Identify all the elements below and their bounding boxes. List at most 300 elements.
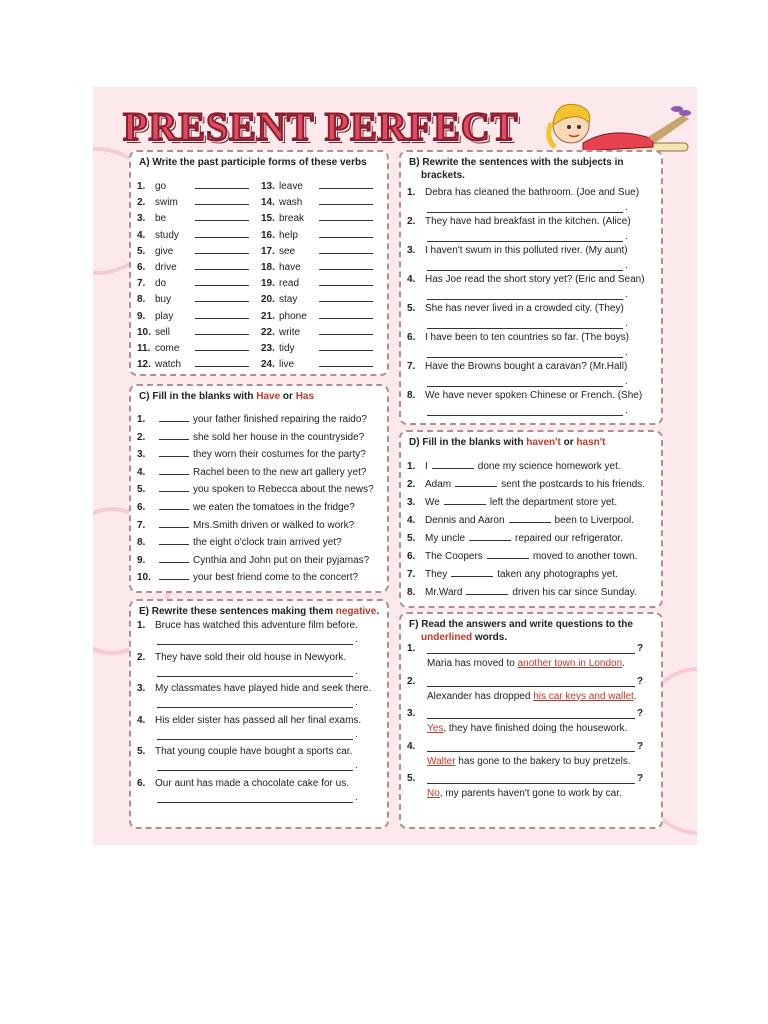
answer-line[interactable] <box>427 357 623 358</box>
item-number: 5. <box>137 245 146 257</box>
item-number: 6. <box>407 332 416 343</box>
item-number: 4. <box>137 229 146 241</box>
subject-text: We <box>425 497 440 508</box>
verb-item <box>261 196 373 208</box>
underlined-words: No <box>427 788 440 799</box>
item-number: 1. <box>137 181 146 192</box>
rewrite-item <box>137 747 381 757</box>
verb-item <box>137 212 249 224</box>
answer-blank[interactable] <box>195 326 249 335</box>
section-a-heading: A) Write the past participle forms of these verbs <box>139 157 367 168</box>
item-number: 3. <box>407 497 416 508</box>
sentence-text: we eaten the tomatoes in the fridge? <box>193 502 355 513</box>
sentence-text: Bruce has watched this adventure film before. <box>155 620 358 631</box>
sentence-text: left the department store yet. <box>489 497 618 508</box>
verb-word: swim <box>155 197 178 209</box>
item-number: 7. <box>407 569 416 580</box>
verb-word: play <box>155 310 174 322</box>
answer-blank[interactable] <box>319 180 373 189</box>
answer-line[interactable] <box>157 707 353 708</box>
item-number: 4. <box>407 274 416 285</box>
period-mark: . <box>625 260 628 271</box>
sentence-text: I have been to ten countries so far. (The boys) <box>425 332 630 343</box>
answer-blank[interactable] <box>159 483 189 492</box>
period-mark: . <box>625 202 628 213</box>
period-mark: . <box>625 405 628 416</box>
period-mark: . <box>355 760 358 771</box>
item-number: 16. <box>261 229 275 241</box>
verb-item <box>137 277 249 289</box>
item-number: 4. <box>407 515 416 526</box>
verb-item <box>261 342 373 354</box>
sentence-text: Debra has cleaned the bathroom. (Joe and Sue) <box>425 187 640 198</box>
answer-blank[interactable] <box>444 496 486 505</box>
item-number: 3. <box>407 708 416 719</box>
section-f-heading-end: words. <box>472 632 508 643</box>
sentence-text: We have never spoken Chinese or French. (She) <box>425 390 643 401</box>
answer-line[interactable] <box>157 739 353 740</box>
period-mark: . <box>625 318 628 329</box>
answer-blank[interactable] <box>159 554 189 563</box>
answer-sentence <box>427 692 655 702</box>
verb-word: come <box>155 343 180 354</box>
fill-item <box>137 483 381 495</box>
answer-blank[interactable] <box>159 536 189 545</box>
verb-item <box>261 326 373 338</box>
verb-word: leave <box>279 181 303 192</box>
item-number: 4. <box>137 714 146 726</box>
subject-text: I <box>425 461 428 472</box>
period-mark: . <box>355 634 358 645</box>
worksheet <box>93 87 697 845</box>
item-number: 1. <box>137 414 146 425</box>
fill-item <box>137 448 381 460</box>
item-number: 5. <box>407 303 416 314</box>
answer-blank[interactable] <box>159 501 189 510</box>
answer-text-post: has gone to the bakery to buy pretzels. <box>455 755 631 767</box>
verb-word: buy <box>155 294 172 306</box>
answer-blank[interactable] <box>319 245 373 254</box>
answer-blank[interactable] <box>319 277 373 286</box>
rewrite-item <box>137 684 381 694</box>
item-number: 22. <box>261 326 275 338</box>
answer-blank[interactable] <box>159 413 189 422</box>
section-d-heading-or: or <box>560 437 577 448</box>
verb-item <box>261 180 373 192</box>
answer-line[interactable] <box>427 241 623 242</box>
item-number: 2. <box>137 431 146 443</box>
answer-blank[interactable] <box>451 568 493 577</box>
fill-item <box>407 514 655 526</box>
section-c-heading-text: C) Fill in the blanks with <box>139 391 257 402</box>
verb-word: be <box>155 213 167 225</box>
item-number: 1. <box>407 461 416 472</box>
answer-line[interactable] <box>427 783 635 784</box>
answer-line[interactable] <box>427 686 635 687</box>
rewrite-item <box>137 653 381 663</box>
item-number: 19. <box>261 278 275 290</box>
sentence-text: They have had breakfast in the kitchen. (Alice) <box>425 216 631 227</box>
answer-line[interactable] <box>427 299 623 300</box>
verb-item <box>261 212 373 224</box>
item-number: 17. <box>261 245 275 257</box>
verb-item <box>137 310 249 322</box>
verb-word: read <box>279 278 300 290</box>
sentence-text: sent the postcards to his friends. <box>501 479 646 490</box>
sentence-text: She has never lived in a crowded city. (They) <box>425 303 624 314</box>
period-mark: . <box>625 347 628 358</box>
verb-item <box>261 358 373 370</box>
answer-blank[interactable] <box>455 478 497 487</box>
underlined-words: Walter <box>427 755 456 767</box>
rewrite-item <box>407 304 655 314</box>
sentence-text: you spoken to Rebecca about the news? <box>193 484 374 496</box>
verb-word: live <box>279 359 295 371</box>
answer-text-post: . <box>622 658 625 669</box>
answer-line[interactable] <box>427 653 635 654</box>
answer-line[interactable] <box>427 270 623 271</box>
rewrite-item <box>407 246 655 256</box>
verb-word: study <box>155 229 179 241</box>
item-number: 4. <box>407 740 416 752</box>
answer-blank[interactable] <box>319 212 373 221</box>
answer-text-post: , they have finished doing the housework. <box>443 723 628 734</box>
subject-text: Mr.Ward <box>425 587 463 598</box>
sentence-text: repaired our refrigerator. <box>515 533 623 544</box>
section-f <box>399 612 663 829</box>
item-number: 7. <box>137 278 146 290</box>
item-number: 8. <box>407 390 416 401</box>
section-d-heading <box>401 432 661 448</box>
item-number: 5. <box>137 484 146 496</box>
verb-item <box>137 326 249 338</box>
item-number: 5. <box>137 746 146 757</box>
sentence-text: My classmates have played hide and seek there. <box>155 683 372 694</box>
item-number: 15. <box>261 213 275 225</box>
item-number: 2. <box>407 675 416 687</box>
fill-item <box>407 496 655 508</box>
answer-blank[interactable] <box>195 293 249 302</box>
fill-item <box>137 571 381 583</box>
fill-item <box>137 536 381 548</box>
item-number: 5. <box>407 773 416 784</box>
answer-line[interactable] <box>157 644 353 645</box>
item-number: 13. <box>261 181 275 192</box>
verb-item <box>261 261 373 273</box>
answer-blank[interactable] <box>466 586 508 595</box>
answer-line[interactable] <box>157 802 353 803</box>
answer-sentence <box>427 789 655 799</box>
answer-blank[interactable] <box>195 358 249 367</box>
answer-blank[interactable] <box>432 460 474 469</box>
fill-item <box>407 478 655 490</box>
sentence-text: driven his car since Sunday. <box>512 587 637 598</box>
item-number: 3. <box>407 245 416 256</box>
sentence-text: Cynthia and John put on their pyjamas? <box>193 554 370 566</box>
period-mark: . <box>355 665 358 677</box>
answer-text-post: . <box>633 690 637 702</box>
sentence-text: your father finished repairing the raido? <box>193 414 367 425</box>
fill-item <box>137 466 381 478</box>
rewrite-item <box>407 362 655 372</box>
underlined-words: Yes <box>427 723 444 734</box>
rewrite-item <box>407 188 655 198</box>
sentence-text: moved to another town. <box>532 551 638 562</box>
verb-word: stay <box>279 294 298 306</box>
item-number: 8. <box>137 294 146 306</box>
section-d-heading-text: D) Fill in the blanks with <box>409 437 527 448</box>
verb-word: phone <box>279 310 307 322</box>
item-number: 14. <box>261 197 275 209</box>
verb-word: write <box>279 326 301 338</box>
sentence-text: That young couple have bought a sports car. <box>155 746 353 757</box>
verb-word: break <box>279 213 305 225</box>
answer-blank[interactable] <box>469 532 511 541</box>
fill-item <box>137 554 381 566</box>
section-c-heading <box>131 386 387 402</box>
item-number: 9. <box>137 310 146 322</box>
item-number: 2. <box>137 197 146 209</box>
verb-item <box>137 229 249 241</box>
section-f-word-underlined: underlined <box>421 632 473 643</box>
sentence-text: Has Joe read the short story yet? (Eric and Sean) <box>425 274 645 285</box>
item-number: 7. <box>137 519 146 531</box>
verb-word: drive <box>155 262 177 273</box>
fill-item <box>407 550 655 562</box>
answer-blank[interactable] <box>319 342 373 351</box>
subject-text: Adam <box>425 479 452 490</box>
verb-word: see <box>279 245 296 257</box>
sentence-text: Our aunt has made a chocolate cake for us. <box>155 777 349 789</box>
item-number: 5. <box>407 533 416 544</box>
answer-blank[interactable] <box>195 245 249 254</box>
verb-item <box>137 245 249 257</box>
answer-text-pre: Maria has moved to <box>427 658 518 669</box>
answer-blank[interactable] <box>195 196 249 205</box>
item-number: 3. <box>137 683 146 694</box>
fill-item <box>407 586 655 598</box>
section-e-heading-text: E) Rewrite these sentences making them <box>139 606 336 617</box>
sentence-text: done my science homework yet. <box>477 461 621 472</box>
verb-item <box>137 261 249 273</box>
rewrite-item <box>407 275 655 285</box>
answer-blank[interactable] <box>159 431 189 440</box>
section-c-word-has: Has <box>295 391 315 402</box>
verb-item <box>261 229 373 241</box>
item-number: 24. <box>261 359 275 371</box>
item-number: 2. <box>407 216 416 227</box>
item-number: 6. <box>407 551 416 562</box>
section-f-heading-line1: F) Read the answers and write questions to the <box>409 619 633 630</box>
fill-item <box>137 519 381 531</box>
item-number: 6. <box>137 502 146 513</box>
section-e-heading-end: . <box>376 606 380 617</box>
answer-blank[interactable] <box>319 310 373 319</box>
subject-text: Dennis and Aaron <box>425 515 505 526</box>
answer-sentence <box>427 757 655 767</box>
item-number: 12. <box>137 359 151 371</box>
underlined-words: another town in London <box>517 658 623 669</box>
answer-blank[interactable] <box>159 571 189 580</box>
item-number: 20. <box>261 294 275 306</box>
item-number: 1. <box>137 620 146 631</box>
rewrite-item <box>137 779 381 789</box>
period-mark: . <box>625 289 628 300</box>
answer-blank[interactable] <box>509 514 551 523</box>
answer-blank[interactable] <box>319 293 373 302</box>
answer-blank[interactable] <box>195 180 249 189</box>
section-e <box>129 599 389 829</box>
item-number: 9. <box>137 554 146 566</box>
answer-text-pre: Alexander has dropped <box>427 690 534 702</box>
sentence-text: Have the Browns bought a caravan? (Mr.Hall) <box>425 361 628 372</box>
answer-blank[interactable] <box>195 212 249 221</box>
sentence-text: your best friend come to the concert? <box>193 572 359 584</box>
period-mark: . <box>355 791 358 803</box>
fill-item <box>407 568 655 580</box>
rewrite-item <box>407 391 655 401</box>
section-f-heading-line2 <box>401 630 661 643</box>
answer-blank[interactable] <box>159 466 189 475</box>
subject-text: My uncle <box>425 533 466 544</box>
item-number: 6. <box>137 262 146 273</box>
answer-sentence <box>427 724 655 734</box>
subject-text: They <box>425 569 448 580</box>
verb-word: go <box>155 181 167 192</box>
answer-line[interactable] <box>427 751 635 752</box>
answer-blank[interactable] <box>487 550 529 559</box>
answer-blank[interactable] <box>159 519 189 528</box>
answer-blank[interactable] <box>195 277 249 286</box>
answer-blank[interactable] <box>319 196 373 205</box>
verb-word: watch <box>155 359 182 371</box>
fill-item <box>137 501 381 513</box>
item-number: 10. <box>137 326 151 338</box>
verb-item <box>137 358 249 370</box>
item-number: 8. <box>137 537 146 549</box>
verb-word: have <box>279 262 301 273</box>
verb-item <box>137 180 249 192</box>
sentence-text: His elder sister has passed all her final exams. <box>155 714 362 726</box>
section-a <box>129 150 389 376</box>
page-title: PRESENT PERFECT <box>123 104 519 149</box>
section-d <box>399 430 663 608</box>
answer-sentence <box>427 659 655 669</box>
answer-line[interactable] <box>427 386 623 387</box>
answer-blank[interactable] <box>319 358 373 367</box>
verb-item <box>261 277 373 289</box>
question-mark: ? <box>637 708 644 719</box>
verb-item <box>261 293 373 305</box>
section-e-word-negative: negative <box>335 606 377 617</box>
fill-item <box>407 532 655 544</box>
verb-word: give <box>155 245 174 257</box>
answer-line[interactable] <box>427 328 623 329</box>
answer-blank[interactable] <box>195 342 249 351</box>
sentence-text: she sold her house in the countryside? <box>193 431 365 443</box>
item-number: 11. <box>137 343 151 354</box>
item-number: 3. <box>137 213 146 225</box>
section-c <box>129 384 389 593</box>
sentence-text: Mrs.Smith driven or walked to work? <box>193 519 355 531</box>
verb-word: do <box>155 278 167 290</box>
verb-word: help <box>279 229 298 241</box>
answer-line[interactable] <box>427 718 635 719</box>
answer-blank[interactable] <box>319 261 373 270</box>
subject-text: The Coopers <box>425 551 483 562</box>
item-number: 4. <box>137 466 146 478</box>
answer-text-post: , my parents haven't gone to work by car. <box>439 788 622 799</box>
underlined-words: his car keys and wallet <box>533 690 634 702</box>
item-number: 23. <box>261 343 275 354</box>
fill-item <box>137 413 381 425</box>
item-number: 8. <box>407 587 416 598</box>
item-number: 10. <box>137 572 151 584</box>
answer-blank[interactable] <box>195 261 249 270</box>
answer-line[interactable] <box>427 212 623 213</box>
item-number: 1. <box>407 187 416 198</box>
answer-blank[interactable] <box>319 326 373 335</box>
rewrite-item <box>137 716 381 726</box>
section-d-word-hasnt: hasn't <box>576 437 606 448</box>
answer-line[interactable] <box>427 415 623 416</box>
answer-blank[interactable] <box>195 310 249 319</box>
answer-line[interactable] <box>157 676 353 677</box>
verb-word: tidy <box>279 343 295 354</box>
section-e-heading <box>131 601 387 617</box>
answer-blank[interactable] <box>319 229 373 238</box>
verb-item <box>261 310 373 322</box>
verb-item <box>137 293 249 305</box>
item-number: 21. <box>261 310 275 322</box>
section-b <box>399 150 663 425</box>
sentence-text: I haven't swum in this polluted river. (My aunt) <box>425 245 628 256</box>
item-number: 6. <box>137 777 146 789</box>
rewrite-item <box>407 217 655 227</box>
fill-item <box>137 431 381 443</box>
sentence-text: Rachel been to the new art gallery yet? <box>193 466 367 478</box>
sentence-text: taken any photographs yet. <box>497 569 618 580</box>
sentence-text: been to Liverpool. <box>554 515 635 526</box>
section-b-heading-line2: brackets. <box>421 170 465 181</box>
rewrite-item <box>137 621 381 631</box>
question-mark: ? <box>637 773 644 784</box>
question-mark: ? <box>637 643 644 654</box>
answer-blank[interactable] <box>159 448 189 457</box>
section-b-heading-line1: B) Rewrite the sentences with the subjects in <box>409 157 624 168</box>
item-number: 7. <box>407 361 416 372</box>
section-c-heading-or: or <box>280 391 296 402</box>
answer-line[interactable] <box>157 770 353 771</box>
period-mark: . <box>355 697 358 708</box>
question-mark: ? <box>637 740 644 752</box>
verb-word: wash <box>279 197 303 209</box>
sentence-text: the eight o'clock train arrived yet? <box>193 537 342 549</box>
sentence-text: They have sold their old house in Newyork. <box>155 651 347 663</box>
period-mark: . <box>625 376 628 387</box>
answer-blank[interactable] <box>195 229 249 238</box>
period-mark: . <box>355 728 358 740</box>
item-number: 2. <box>137 651 146 663</box>
verb-item <box>137 342 249 354</box>
question-mark: ? <box>637 675 644 687</box>
verb-item <box>261 245 373 257</box>
item-number: 2. <box>407 479 416 490</box>
item-number: 1. <box>407 643 416 654</box>
rewrite-item <box>407 333 655 343</box>
period-mark: . <box>625 231 628 242</box>
sentence-text: they worn their costumes for the party? <box>193 449 366 461</box>
